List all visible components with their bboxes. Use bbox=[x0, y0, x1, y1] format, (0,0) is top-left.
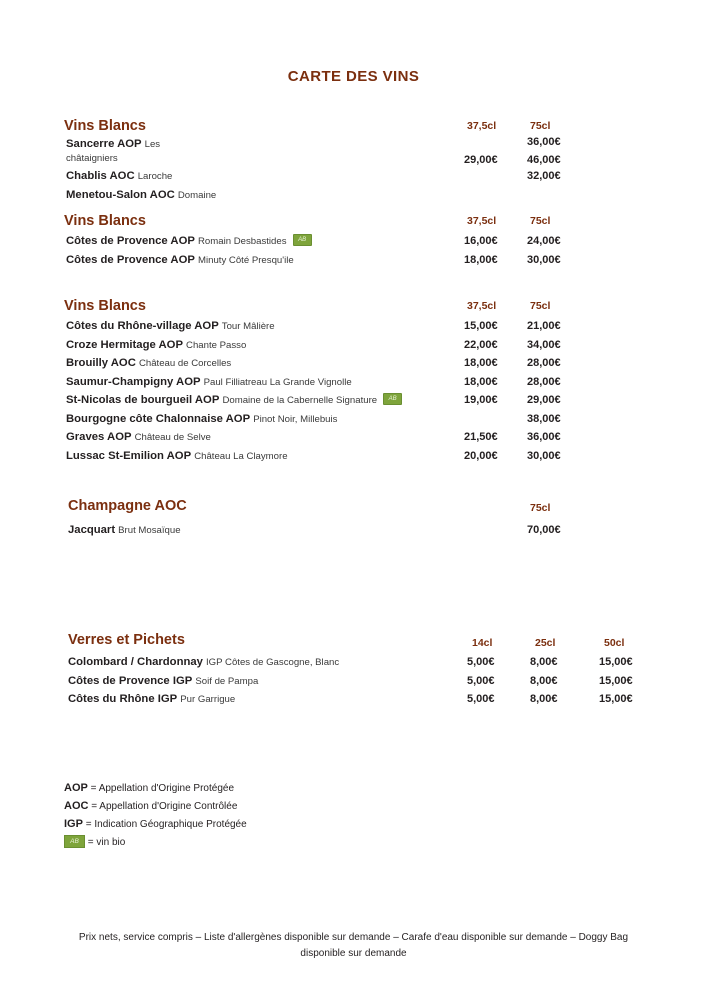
item-name: St-Nicolas de bourgueil AOP bbox=[66, 394, 220, 406]
item-price-25cl: 8,00€ bbox=[530, 674, 558, 687]
item-price-14cl: 5,00€ bbox=[467, 656, 495, 668]
item-desc: Chante Passo bbox=[186, 339, 247, 351]
column-header-14cl: 14cl bbox=[472, 637, 493, 649]
section-header bbox=[64, 118, 654, 138]
item-desc-wrap: châtaigniers bbox=[66, 153, 118, 164]
footer-line-1: Prix nets, service compris – Liste d'allergènes disponible sur demande – Carafe d'eau disponible sur demande – Doggy Bag bbox=[78, 932, 629, 943]
legend-text: = Appellation d'Origine Protégée bbox=[87, 783, 235, 794]
menu-row bbox=[64, 431, 654, 450]
item-name: Lussac St-Emilion AOP bbox=[66, 449, 192, 462]
menu-row bbox=[64, 693, 654, 712]
footer-line-2: disponible sur demande bbox=[300, 948, 407, 959]
menu-row bbox=[64, 524, 654, 543]
item-name: Côtes du Rhône-village AOP bbox=[66, 320, 219, 332]
bio-badge-icon: AB bbox=[64, 835, 85, 848]
item-price-50cl: 15,00€ bbox=[599, 656, 633, 668]
menu-row bbox=[64, 138, 654, 170]
item-label bbox=[68, 693, 235, 705]
section-title: Vins Blancs bbox=[64, 118, 146, 134]
item-desc: Soif de Pampa bbox=[195, 675, 259, 687]
legend-abbr: AOC bbox=[64, 800, 89, 812]
section-vins-blancs-2 bbox=[64, 213, 654, 270]
item-price-75cl-a: 36,00€ bbox=[527, 136, 561, 148]
item-name: Saumur-Champigny AOP bbox=[66, 375, 201, 388]
item-label bbox=[68, 675, 258, 687]
item-price-50cl: 15,00€ bbox=[599, 693, 633, 705]
section-title: Verres et Pichets bbox=[68, 632, 185, 648]
item-name: Croze Hermitage AOP bbox=[66, 338, 183, 351]
item-desc: Laroche bbox=[137, 171, 173, 182]
item-name: Colombard / Chardonnay bbox=[68, 656, 203, 668]
menu-row bbox=[64, 339, 654, 358]
item-price-375cl: 22,00€ bbox=[464, 338, 498, 351]
bio-badge-icon: AB bbox=[383, 393, 402, 405]
column-header-375cl: 37,5cl bbox=[467, 215, 497, 227]
item-price-75cl: 34,00€ bbox=[527, 338, 561, 351]
menu-row bbox=[64, 675, 654, 694]
item-name: Jacquart bbox=[68, 524, 116, 536]
item-name: Graves AOP bbox=[66, 431, 132, 443]
item-name: Bourgogne côte Chalonnaise AOP bbox=[66, 412, 251, 425]
menu-row bbox=[64, 320, 654, 339]
item-label bbox=[66, 431, 211, 443]
item-price-375cl: 29,00€ bbox=[464, 154, 498, 166]
legend-row-aop bbox=[64, 782, 564, 800]
item-label bbox=[66, 339, 246, 351]
item-label bbox=[66, 320, 275, 332]
menu-row bbox=[64, 170, 654, 189]
item-label bbox=[66, 357, 231, 369]
item-desc: Les bbox=[144, 139, 161, 150]
page-title: CARTE DES VINS bbox=[287, 68, 420, 85]
item-price-75cl: 24,00€ bbox=[527, 235, 561, 247]
column-header-375cl: 37,5cl bbox=[467, 300, 497, 312]
section-vins-blancs-1 bbox=[64, 118, 654, 206]
column-header-75cl: 75cl bbox=[530, 215, 551, 227]
item-desc: Tour Mâlière bbox=[221, 321, 275, 332]
legend-text: = Appellation d'Origine Contrôlée bbox=[88, 801, 238, 812]
item-label bbox=[66, 189, 216, 201]
section-header bbox=[64, 632, 654, 655]
section-vins-blancs-3 bbox=[64, 298, 654, 466]
item-price-75cl: 36,00€ bbox=[527, 431, 561, 443]
section-title: Vins Blancs bbox=[64, 298, 146, 314]
item-name: Sancerre AOP bbox=[66, 138, 142, 150]
item-price-75cl: 32,00€ bbox=[527, 170, 561, 182]
item-name: Chablis AOC bbox=[66, 170, 135, 182]
item-label bbox=[66, 254, 294, 266]
section-header bbox=[64, 213, 654, 233]
item-name: Côtes du Rhône IGP bbox=[68, 693, 178, 705]
item-label bbox=[66, 394, 402, 406]
item-label bbox=[66, 235, 312, 247]
legend-text: = vin bio bbox=[85, 837, 126, 849]
section-header bbox=[64, 498, 654, 522]
item-name: Côtes de Provence AOP bbox=[66, 253, 195, 266]
item-name: Menetou-Salon AOC bbox=[66, 188, 175, 201]
menu-row bbox=[64, 357, 654, 376]
item-desc: Minuty Côté Presqu'ile bbox=[197, 254, 294, 266]
item-price-75cl: 70,00€ bbox=[527, 524, 561, 536]
item-name: Côtes de Provence IGP bbox=[68, 674, 193, 687]
bio-badge-icon: AB bbox=[293, 234, 312, 246]
section-header bbox=[64, 298, 654, 318]
item-price-75cl-b: 46,00€ bbox=[527, 154, 561, 166]
legend-row-igp bbox=[64, 818, 564, 836]
item-price-25cl: 8,00€ bbox=[530, 656, 558, 668]
column-header-75cl: 75cl bbox=[530, 300, 551, 312]
item-price-375cl: 20,00€ bbox=[464, 449, 498, 462]
item-price-14cl: 5,00€ bbox=[467, 693, 495, 705]
item-price-375cl: 15,00€ bbox=[464, 320, 498, 332]
item-price-75cl: 30,00€ bbox=[527, 449, 561, 462]
section-champagne bbox=[64, 498, 654, 541]
menu-row bbox=[64, 235, 654, 254]
legend-text: = Indication Géographique Protégée bbox=[82, 819, 247, 830]
menu-row bbox=[64, 413, 654, 432]
column-header-75cl: 75cl bbox=[530, 502, 551, 514]
item-desc: Brut Mosaïque bbox=[118, 525, 181, 536]
item-desc: Romain Desbastides bbox=[197, 236, 287, 247]
item-price-375cl: 18,00€ bbox=[464, 357, 498, 369]
item-label bbox=[66, 138, 160, 150]
legend-abbr: AOP bbox=[64, 782, 88, 794]
menu-row bbox=[64, 450, 654, 469]
item-price-375cl: 18,00€ bbox=[464, 253, 498, 266]
item-price-50cl: 15,00€ bbox=[599, 674, 633, 687]
item-desc: Château de Corcelles bbox=[138, 358, 232, 369]
item-desc: Domaine de la Cabernelle Signature bbox=[222, 395, 378, 406]
item-label bbox=[68, 656, 339, 668]
item-desc: IGP Côtes de Gascogne, Blanc bbox=[206, 657, 340, 668]
legend-row-bio bbox=[64, 836, 564, 854]
footer bbox=[0, 930, 707, 962]
legend bbox=[64, 782, 564, 854]
column-header-50cl: 50cl bbox=[604, 637, 625, 649]
item-price-75cl: 29,00€ bbox=[527, 394, 561, 406]
menu-row bbox=[64, 394, 654, 413]
item-price-375cl: 21,50€ bbox=[464, 431, 498, 443]
legend-row-aoc bbox=[64, 800, 564, 818]
item-desc: Paul Filliatreau La Grande Vignolle bbox=[203, 376, 352, 388]
menu-row bbox=[64, 376, 654, 395]
item-desc: Château de Selve bbox=[134, 432, 211, 443]
item-label bbox=[66, 376, 352, 388]
item-name: Côtes de Provence AOP bbox=[66, 235, 195, 247]
item-desc: Pur Garrigue bbox=[180, 694, 236, 705]
item-price-75cl: 28,00€ bbox=[527, 375, 561, 388]
item-price-75cl: 30,00€ bbox=[527, 253, 561, 266]
section-title: Vins Blancs bbox=[64, 213, 146, 229]
item-price-375cl: 18,00€ bbox=[464, 375, 498, 388]
legend-abbr: IGP bbox=[64, 818, 83, 830]
item-price-75cl: 21,00€ bbox=[527, 320, 561, 332]
item-label bbox=[66, 450, 288, 462]
item-desc: Domaine bbox=[177, 189, 217, 201]
item-name: Brouilly AOC bbox=[66, 357, 136, 369]
item-price-75cl: 38,00€ bbox=[527, 412, 561, 425]
item-label bbox=[68, 524, 181, 536]
menu-row bbox=[64, 254, 654, 273]
section-verres-et-pichets bbox=[64, 632, 654, 711]
menu-row bbox=[64, 189, 654, 207]
item-label bbox=[66, 413, 337, 425]
menu-row bbox=[64, 656, 654, 675]
section-title: Champagne AOC bbox=[68, 498, 187, 514]
item-price-375cl: 19,00€ bbox=[464, 394, 498, 406]
column-header-375cl: 37,5cl bbox=[467, 120, 497, 132]
item-label bbox=[66, 170, 172, 182]
column-header-25cl: 25cl bbox=[535, 637, 556, 649]
item-desc: Pinot Noir, Millebuis bbox=[253, 413, 338, 425]
item-price-75cl: 28,00€ bbox=[527, 357, 561, 369]
column-header-75cl: 75cl bbox=[530, 120, 551, 132]
item-desc: Château La Claymore bbox=[194, 450, 288, 462]
item-price-375cl: 16,00€ bbox=[464, 235, 498, 247]
item-price-14cl: 5,00€ bbox=[467, 674, 495, 687]
item-price-25cl: 8,00€ bbox=[530, 693, 558, 705]
